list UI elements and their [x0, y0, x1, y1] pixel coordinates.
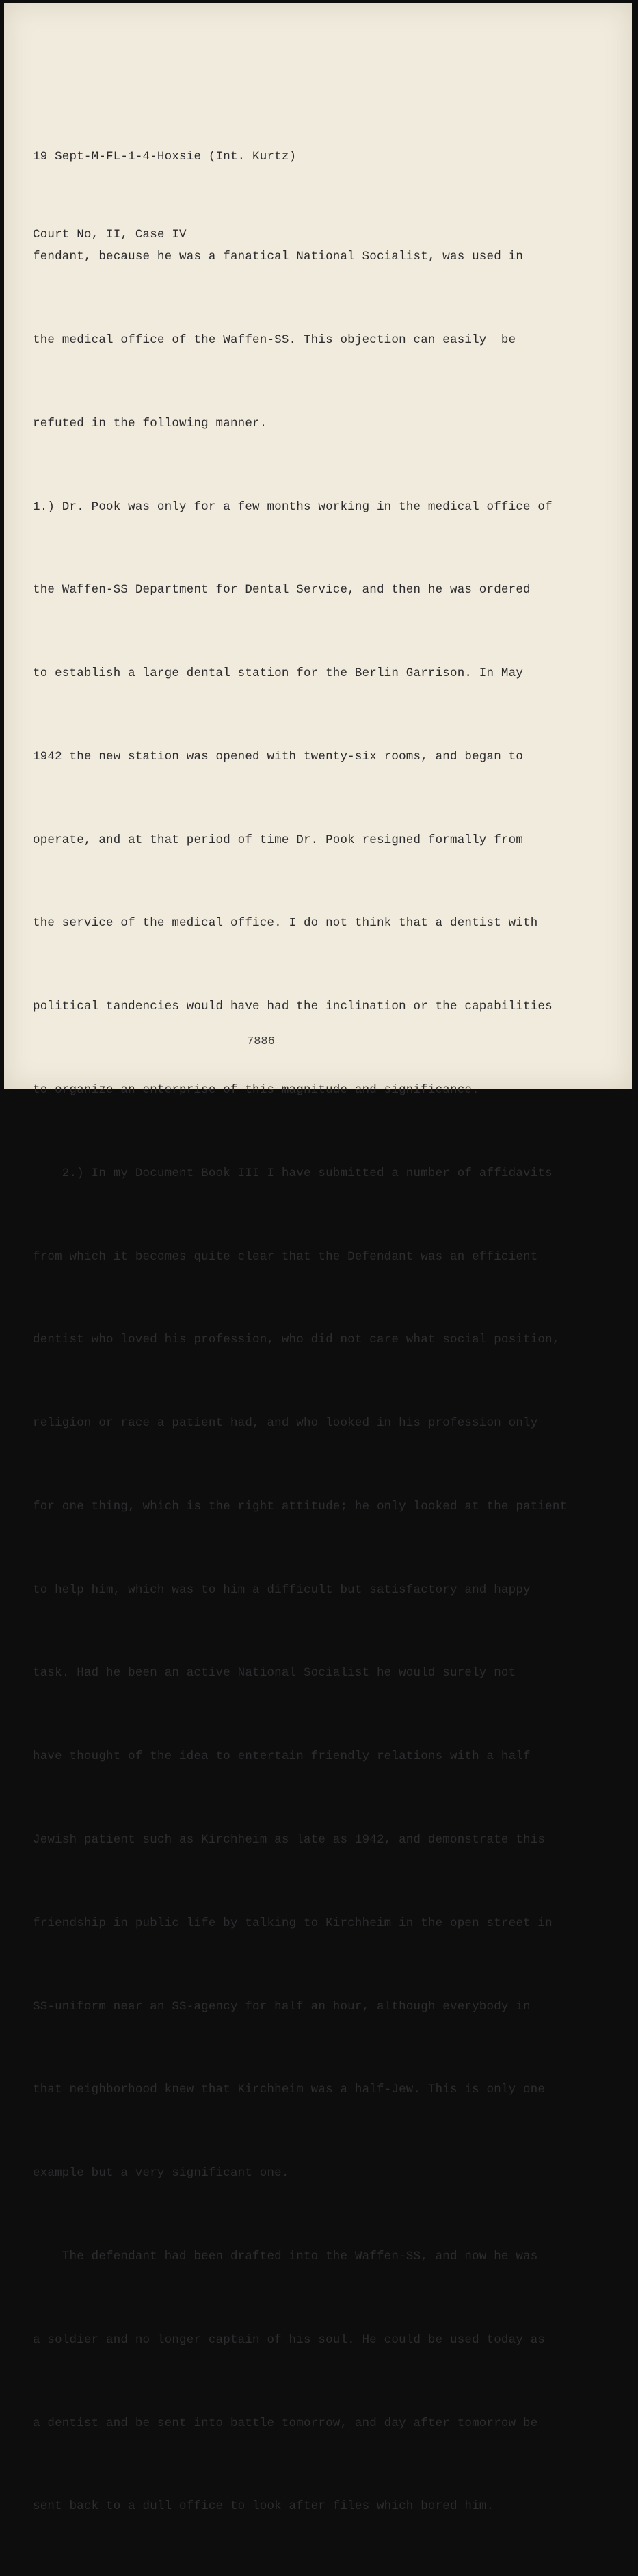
- body-line: friendship in public life by talking to Kirchheim in the open street in: [33, 1916, 553, 1930]
- document-body: [33, 187, 567, 2576]
- body-line: have thought of the idea to entertain friendly relations with a half: [33, 1749, 531, 1764]
- body-line: 1942 the new station was opened with twenty-six rooms, and began to: [33, 749, 524, 764]
- body-line: task. Had he been an active National Socialist he would surely not: [33, 1666, 516, 1680]
- body-line: the service of the medical office. I do not think that a dentist with: [33, 916, 538, 931]
- page-number: 7886: [247, 1035, 275, 1048]
- body-line: example but a very significant one.: [33, 2166, 289, 2181]
- body-line: Jewish patient such as Kirchheim as late as 1942, and demonstrate this: [33, 1833, 546, 1847]
- body-line: from which it becomes quite clear that the Defendant was an efficient: [33, 1249, 538, 1264]
- body-line: SS-uniform near an SS-agency for half an hour, although everybody in: [33, 1999, 531, 2014]
- body-line: to organize an enterprise of this magnitude and significance.: [33, 1083, 479, 1097]
- body-line: to help him, which was to him a difficult but satisfactory and happy: [33, 1583, 531, 1597]
- body-line: fendant, because he was a fanatical National Socialist, was used in: [33, 250, 524, 264]
- body-line: religion or race a patient had, and who looked in his profession only: [33, 1416, 538, 1431]
- body-line: a soldier and no longer captain of his soul. He could be used today as: [33, 2332, 546, 2347]
- header-court: Court No, II, Case IV: [33, 228, 187, 242]
- body-line: operate, and at that period of time Dr. Pook resigned formally from: [33, 833, 524, 847]
- body-line: 2.) In my Document Book III I have submitted a number of affidavits: [33, 1166, 553, 1180]
- body-line: The defendant had been drafted into the Waffen-SS, and now he was: [33, 2249, 538, 2263]
- body-line: the medical office of the Waffen-SS. This objection can easily be: [33, 333, 516, 347]
- document-page: [4, 3, 632, 2514]
- body-line: sent back to a dull office to look after files which bored him.: [33, 2499, 494, 2514]
- body-line: 1.) Dr. Pook was only for a few months working in the medical office of: [33, 499, 553, 514]
- body-line: dentist who loved his profession, who did not care what social position,: [33, 1333, 560, 1347]
- body-line: the Waffen-SS Department for Dental Service, and then he was ordered: [33, 583, 531, 597]
- body-line: that neighborhood knew that Kirchheim was a half-Jew. This is only one: [33, 2083, 546, 2097]
- body-line: a dentist and be sent into battle tomorrow, and day after tomorrow be: [33, 2416, 538, 2430]
- header-reference: 19 Sept-M-FL-1-4-Hoxsie (Int. Kurtz): [33, 150, 297, 164]
- body-line: political tandencies would have had the inclination or the capabilities: [33, 1000, 553, 1014]
- body-line: for one thing, which is the right attitude; he only looked at the patient: [33, 1499, 568, 1513]
- body-line: to establish a large dental station for the Berlin Garrison. In May: [33, 666, 524, 681]
- body-line: refuted in the following manner.: [33, 416, 267, 430]
